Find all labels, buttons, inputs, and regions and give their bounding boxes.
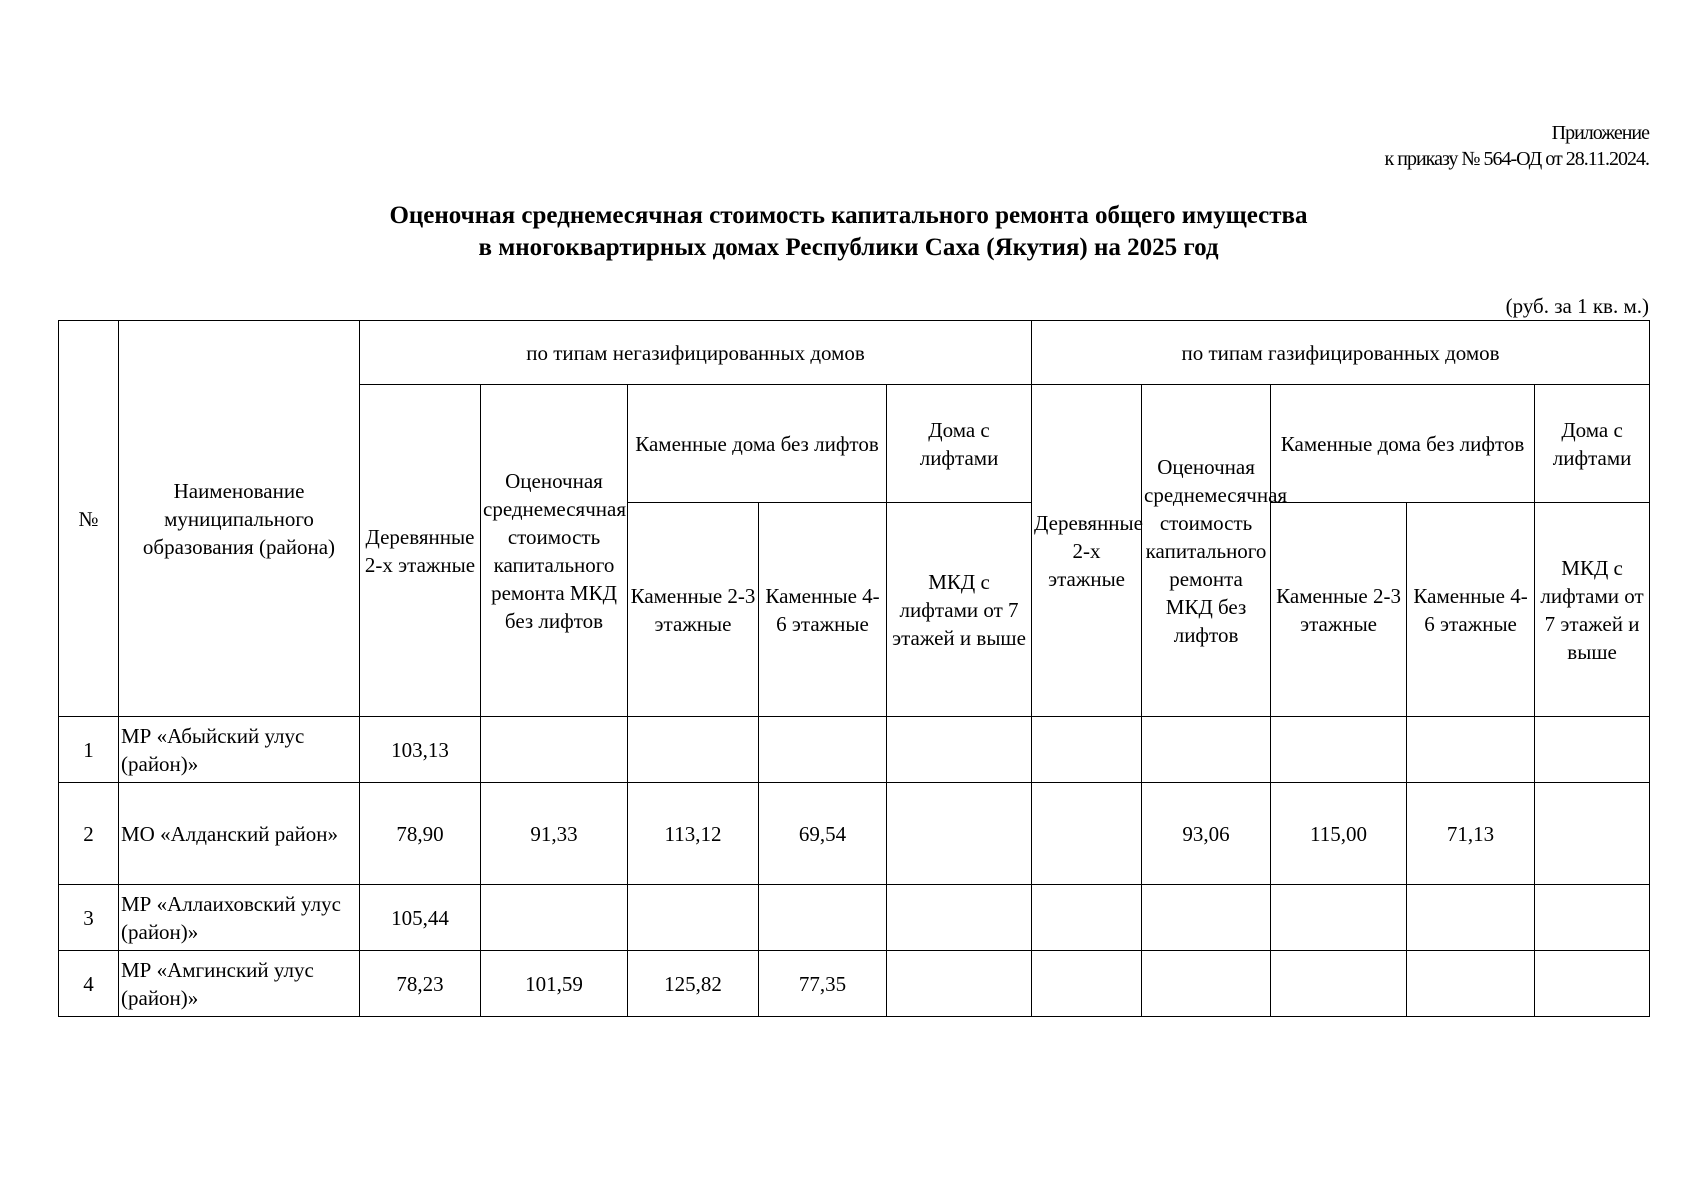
row-municipality-name: МР «Аллаиховский улус (район)» <box>119 885 360 951</box>
value-cell <box>1142 951 1271 1017</box>
table-row <box>59 717 1650 783</box>
value-cell <box>1032 783 1142 885</box>
value-cell <box>887 783 1032 885</box>
row-number: 2 <box>59 783 119 885</box>
value-cell <box>628 885 759 951</box>
value-cell <box>887 717 1032 783</box>
value-cell <box>759 885 887 951</box>
value-cell: 71,13 <box>1407 783 1535 885</box>
value-cell <box>1032 717 1142 783</box>
header-avg-cost-non-gas: Оценочная среднемесячная стоимость капитального ремонта МКД без лифтов <box>481 385 628 717</box>
row-number: 1 <box>59 717 119 783</box>
row-municipality-name: МО «Алданский район» <box>119 783 360 885</box>
appendix-label: Приложение <box>1551 122 1649 144</box>
value-cell: 91,33 <box>481 783 628 885</box>
header-group-non-gasified: по типам негазифицированных домов <box>360 321 1032 385</box>
table-body <box>59 717 1650 1017</box>
table-row <box>59 783 1650 885</box>
value-cell <box>1407 717 1535 783</box>
value-cell <box>1032 951 1142 1017</box>
table-row <box>59 951 1650 1017</box>
value-cell <box>1535 783 1650 885</box>
value-cell: 115,00 <box>1271 783 1407 885</box>
header-number: № <box>59 321 119 717</box>
title-line-2: в многоквартирных домах Республики Саха (Якутия) на 2025 год <box>478 234 1219 261</box>
value-cell <box>1407 951 1535 1017</box>
header-avg-cost-gas: Оценочная среднемесячная стоимость капитального ремонта МКД без лифтов <box>1142 385 1271 717</box>
value-cell <box>759 717 887 783</box>
value-cell <box>887 885 1032 951</box>
value-cell: 78,23 <box>360 951 481 1017</box>
value-cell <box>1271 885 1407 951</box>
value-cell <box>1407 885 1535 951</box>
appendix-order-ref: к приказу № 564-ОД от 28.11.2024. <box>1384 148 1649 170</box>
header-mkd-lifts-gas: МКД с лифтами от 7 этажей и выше <box>1535 503 1650 717</box>
value-cell: 105,44 <box>360 885 481 951</box>
header-with-lifts-non-gas: Дома с лифтами <box>887 385 1032 503</box>
table-row <box>59 885 1650 951</box>
header-stone-no-lift-gas: Каменные дома без лифтов <box>1271 385 1535 503</box>
value-cell <box>1271 717 1407 783</box>
value-cell: 101,59 <box>481 951 628 1017</box>
value-cell: 125,82 <box>628 951 759 1017</box>
value-cell: 78,90 <box>360 783 481 885</box>
header-wooden-non-gas: Деревянные 2-х этажные <box>360 385 481 717</box>
header-stone-2-3-non-gas: Каменные 2-3 этажные <box>628 503 759 717</box>
value-cell: 77,35 <box>759 951 887 1017</box>
title-line-1: Оценочная среднемесячная стоимость капитального ремонта общего имущества <box>389 202 1308 229</box>
row-municipality-name: МР «Абыйский улус (район)» <box>119 717 360 783</box>
appendix-note <box>1385 120 1649 172</box>
header-stone-2-3-gas: Каменные 2-3 этажные <box>1271 503 1407 717</box>
header-stone-no-lift-non-gas: Каменные дома без лифтов <box>628 385 887 503</box>
row-number: 3 <box>59 885 119 951</box>
value-cell: 103,13 <box>360 717 481 783</box>
value-cell <box>1535 717 1650 783</box>
value-cell: 113,12 <box>628 783 759 885</box>
value-cell: 93,06 <box>1142 783 1271 885</box>
value-cell <box>481 885 628 951</box>
header-stone-4-6-non-gas: Каменные 4-6 этажные <box>759 503 887 717</box>
value-cell <box>1271 951 1407 1017</box>
value-cell <box>1535 885 1650 951</box>
header-municipality-name: Наименование муниципального образования (района) <box>119 321 360 717</box>
value-cell <box>1142 885 1271 951</box>
value-cell <box>887 951 1032 1017</box>
row-municipality-name: МР «Амгинский улус (район)» <box>119 951 360 1017</box>
header-with-lifts-gas: Дома с лифтами <box>1535 385 1650 503</box>
header-group-gasified: по типам газифицированных домов <box>1032 321 1650 385</box>
cost-table <box>58 320 1650 1017</box>
document-title <box>0 200 1697 264</box>
header-wooden-gas: Деревянные 2-х этажные <box>1032 385 1142 717</box>
value-cell <box>1142 717 1271 783</box>
value-cell <box>1032 885 1142 951</box>
header-stone-4-6-gas: Каменные 4-6 этажные <box>1407 503 1535 717</box>
header-mkd-lifts-non-gas: МКД с лифтами от 7 этажей и выше <box>887 503 1032 717</box>
units-note: (руб. за 1 кв. м.) <box>1505 294 1649 318</box>
table-header <box>59 321 1650 717</box>
value-cell: 69,54 <box>759 783 887 885</box>
row-number: 4 <box>59 951 119 1017</box>
value-cell <box>1535 951 1650 1017</box>
value-cell <box>481 717 628 783</box>
value-cell <box>628 717 759 783</box>
